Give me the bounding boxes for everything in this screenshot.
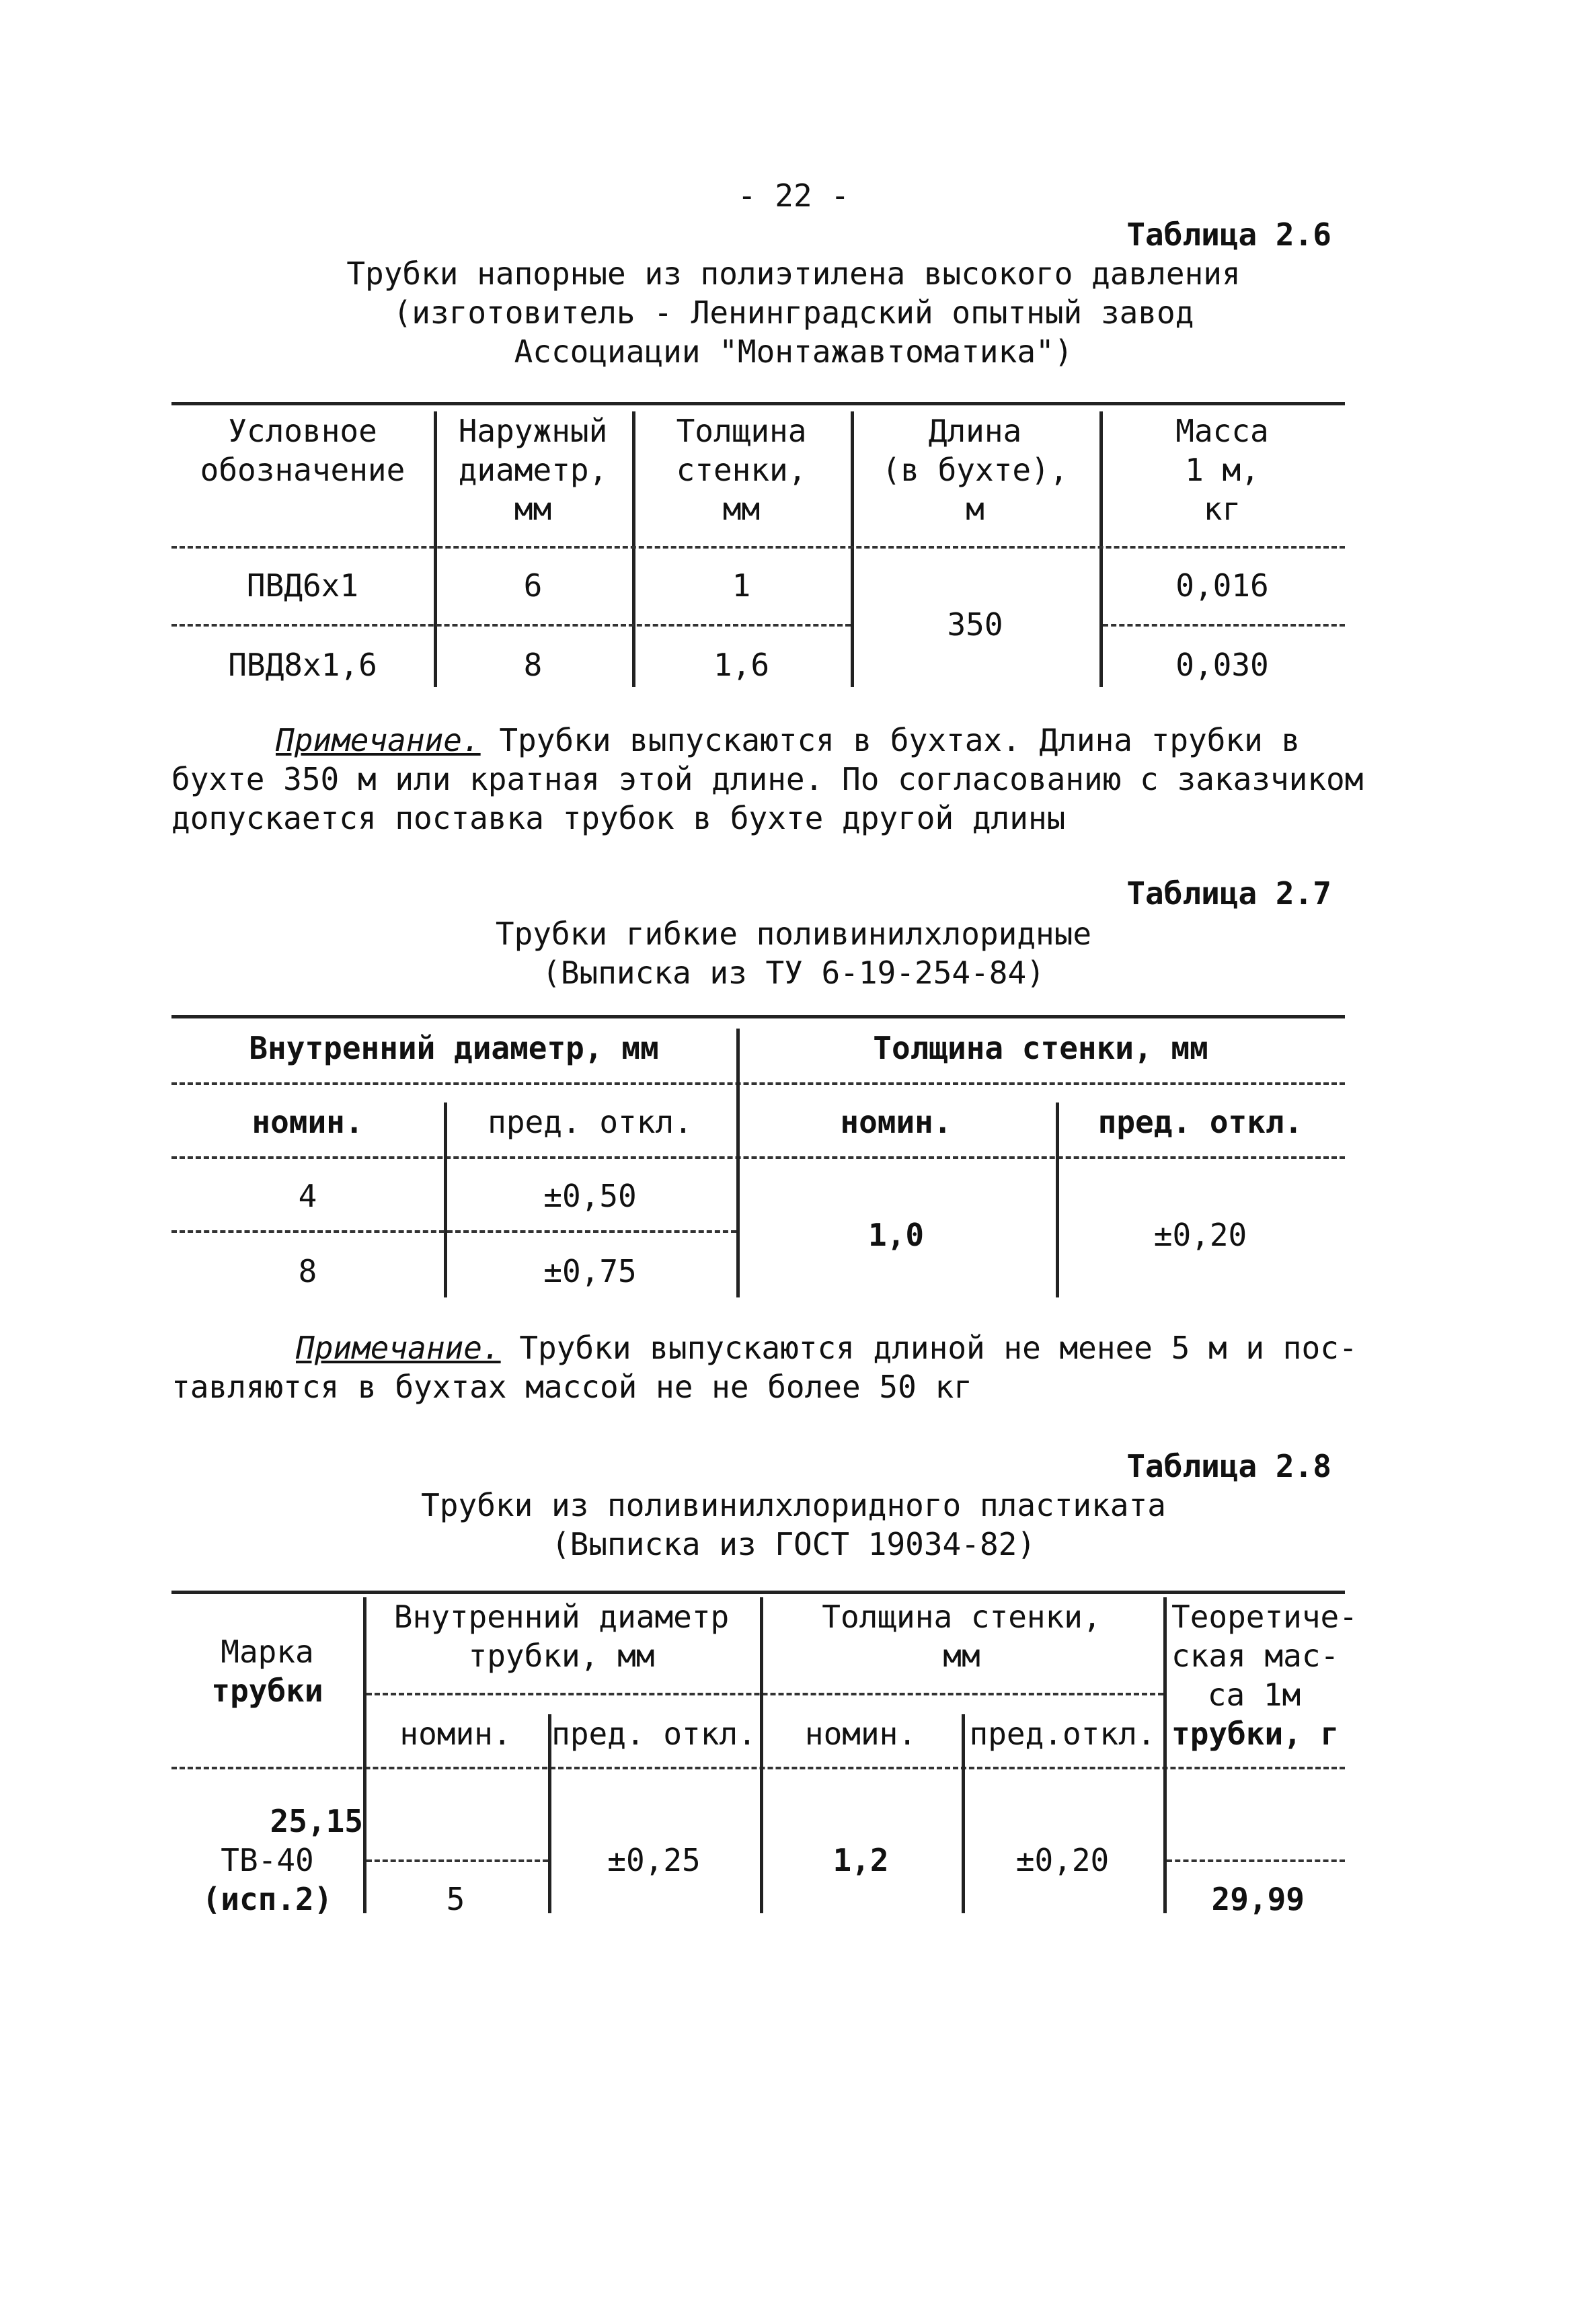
table-rule (171, 1591, 1345, 1594)
sub-header: пред. откл. (551, 1716, 757, 1752)
group-header-wall: Толщина стенки, мм (873, 1030, 1208, 1066)
row-2-nominal: 8 (298, 1253, 317, 1289)
sub-header: пред. откл. (1097, 1104, 1303, 1140)
column-divider (962, 1714, 965, 1913)
header-cell: обозначение (200, 452, 405, 488)
header-diameter: трубки, мм (468, 1638, 655, 1674)
wall-nominal-merged: 1,0 (867, 1217, 925, 1253)
header-cell: Условное (228, 413, 377, 449)
table-2-7-title-line-1: Трубки гибкие поливинилхлоридные (495, 916, 1092, 952)
header-separator (171, 1156, 1345, 1159)
header-separator (171, 546, 1345, 549)
row-separator (1167, 1859, 1345, 1862)
header-cell: Толщина (676, 413, 807, 449)
row-1-wall: 1 (732, 567, 751, 604)
header-cell: Наружный (458, 413, 608, 449)
table-rule (171, 402, 1345, 405)
header-mass: ская мас- (1171, 1638, 1340, 1674)
row-separator (366, 1859, 548, 1862)
header-mass: Теоретиче- (1171, 1599, 1358, 1635)
wall-tolerance-merged: ±0,20 (1153, 1217, 1247, 1253)
column-divider (736, 1029, 740, 1297)
row-1-diameter: 6 (523, 567, 543, 604)
column-divider (1056, 1103, 1059, 1297)
row-1-tolerance: ±0,50 (543, 1178, 637, 1214)
row-2-name: ПВД8х1,6 (228, 647, 377, 683)
note-text: Трубки выпускаются в бухтах. Длина трубки в (499, 722, 1301, 758)
mass-value-2: 29,99 (1211, 1881, 1305, 1917)
header-cell: мм (514, 491, 552, 527)
header-separator (366, 1693, 1163, 1695)
table-2-6-title-line-3: Ассоциации "Монтажавтоматика") (514, 333, 1073, 370)
sub-header: пред.откл. (969, 1716, 1156, 1752)
row-2-wall: 1,6 (713, 647, 770, 683)
table-rule (171, 1015, 1345, 1018)
page-number: - 22 - (737, 177, 850, 214)
header-wall: Толщина стенки, (822, 1599, 1101, 1635)
note-2-6-line-1 (276, 721, 1300, 760)
note-2-7-line-1 (296, 1328, 1358, 1367)
table-2-6-title-line-1: Трубки напорные из полиэтилена высокого давления (346, 255, 1241, 292)
header-cell: (в бухте), (882, 452, 1069, 488)
row-separator (1103, 624, 1345, 627)
column-divider (363, 1597, 366, 1913)
header-mark: Марка (221, 1634, 314, 1670)
header-separator (171, 1082, 1345, 1085)
table-2-7-label: Таблица 2.7 (1126, 875, 1331, 912)
header-mass: са 1м (1207, 1677, 1301, 1713)
note-text: Трубки выпускаются длиной не менее 5 м и пос- (519, 1330, 1358, 1366)
group-header-diameter: Внутренний диаметр, мм (249, 1030, 659, 1066)
sub-header: пред. откл. (488, 1104, 693, 1140)
header-cell: Длина (928, 413, 1022, 449)
header-cell: диаметр, (458, 452, 608, 488)
diameter-nominal: 5 (446, 1881, 465, 1917)
header-cell: стенки, (676, 452, 807, 488)
sub-header: номин. (399, 1716, 512, 1752)
table-2-8-label: Таблица 2.8 (1126, 1448, 1331, 1484)
row-separator (171, 1230, 736, 1233)
header-cell: мм (722, 491, 761, 527)
header-separator (171, 1767, 1345, 1769)
sub-header: номин. (251, 1104, 364, 1140)
note-label: Примечание. (276, 722, 481, 758)
mark-value: ТВ-40 (221, 1842, 314, 1878)
column-divider (851, 411, 854, 687)
row-2-mass: 0,030 (1175, 647, 1269, 683)
header-mass: трубки, г (1171, 1716, 1340, 1752)
header-cell: 1 м, (1185, 452, 1260, 488)
table-2-8-title-line-2: (Выписка из ГОСТ 19034-82) (551, 1526, 1036, 1562)
header-cell: Масса (1175, 413, 1269, 449)
header-cell: кг (1203, 491, 1241, 527)
column-divider (548, 1714, 551, 1913)
column-divider (1163, 1597, 1167, 1913)
row-2-tolerance: ±0,75 (543, 1253, 637, 1289)
wall-tolerance: ±0,20 (1015, 1842, 1110, 1878)
table-2-8-title-line-1: Трубки из поливинилхлоридного пластиката (421, 1487, 1166, 1523)
diameter-tolerance: ±0,25 (607, 1842, 701, 1878)
header-diameter: Внутренний диаметр (393, 1599, 730, 1635)
row-separator (171, 624, 851, 627)
sub-header: номин. (804, 1716, 917, 1752)
table-2-7-title-line-2: (Выписка из ТУ 6-19-254-84) (542, 955, 1045, 991)
row-1-nominal: 4 (298, 1178, 317, 1214)
mark-value: (исп.2) (202, 1881, 333, 1917)
table-2-6-title-line-2: (изготовитель - Ленинградский опытный завод (393, 294, 1194, 331)
length-merged-cell: 350 (947, 606, 1003, 643)
row-2-diameter: 8 (523, 647, 543, 683)
note-label: Примечание. (296, 1330, 501, 1366)
header-wall: мм (943, 1638, 980, 1674)
header-cell: м (966, 491, 984, 527)
header-mark: трубки (211, 1673, 323, 1709)
wall-nominal: 1,2 (833, 1842, 889, 1878)
row-1-mass: 0,016 (1175, 567, 1269, 604)
note-2-7-line-2: тавляются в бухтах массой не не более 50 кг (171, 1369, 972, 1405)
note-2-6-line-2: бухте 350 м или кратная этой длине. По согласованию с заказчиком (171, 761, 1364, 797)
row-1-name: ПВД6х1 (246, 567, 359, 604)
table-2-6-label: Таблица 2.6 (1126, 216, 1331, 253)
mass-value-1: 25,15 (270, 1803, 363, 1839)
sub-header: номин. (840, 1104, 952, 1140)
note-2-6-line-3: допускается поставка трубок в бухте другой длины (171, 800, 1066, 836)
